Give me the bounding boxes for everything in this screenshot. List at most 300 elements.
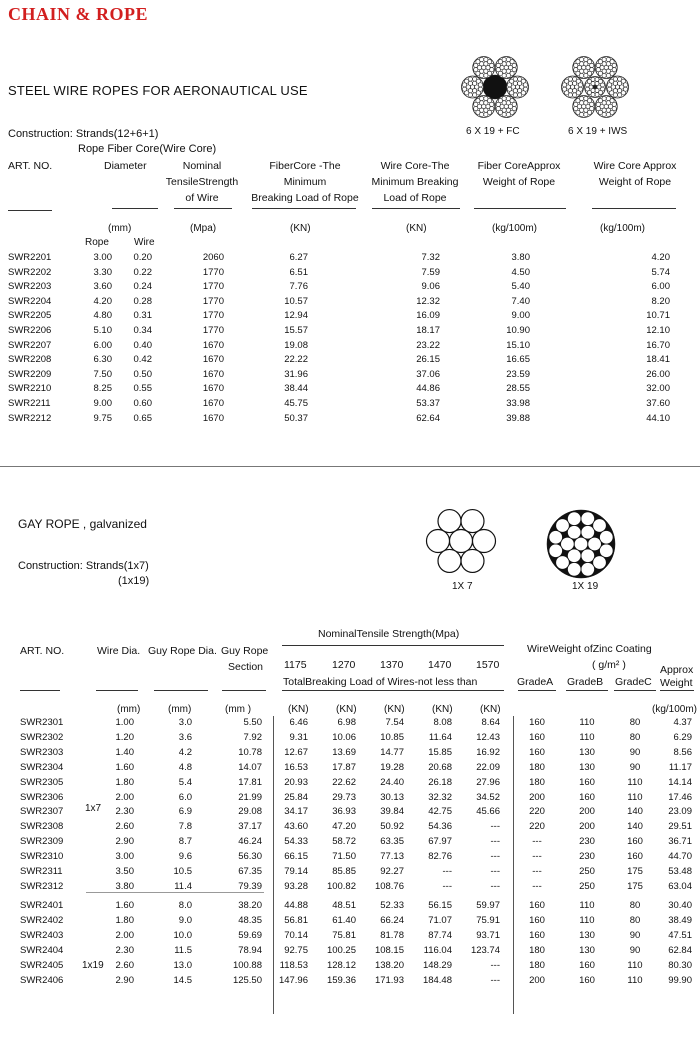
cell-wire-dia: 2.00 [115, 791, 134, 803]
cell-s1470: 116.04 [423, 944, 452, 956]
cell-s1470: 54.36 [428, 821, 452, 833]
cell-rope-dia: 7.8 [178, 821, 192, 833]
cell-s1470: 26.18 [428, 776, 452, 788]
cell-grade-a: 160 [529, 717, 545, 728]
cell-nominal: 1670 [202, 339, 224, 351]
section1-title: STEEL WIRE ROPES FOR AERONAUTICAL USE [8, 83, 308, 98]
table-row [0, 324, 700, 338]
cell-fiber: 7.76 [289, 281, 308, 293]
cell-art: SWR2306 [20, 791, 64, 803]
table-row [0, 339, 700, 353]
cell-rope-dia: 14.5 [173, 974, 192, 986]
cell-approx-weight: 6.29 [673, 731, 692, 743]
wire [599, 530, 613, 544]
cell-nominal: 1770 [202, 295, 224, 307]
rope-1x19-diagram [545, 508, 617, 580]
cell-approx-weight: 4.37 [673, 717, 692, 728]
cell-rope: 6.30 [93, 354, 112, 366]
s1-header-diameter: Diameter [104, 160, 147, 172]
cell-s1370: 14.77 [380, 746, 404, 758]
cell-grade-b: 160 [579, 791, 595, 803]
diagram-label-fc: 6 X 19 + FC [466, 126, 520, 137]
wire [581, 562, 595, 576]
wire [601, 83, 605, 87]
cell-fiber: 45.75 [284, 398, 308, 409]
cell-s1370: 138.20 [374, 959, 404, 971]
cell-wire-weight: 16.70 [646, 339, 670, 351]
cell-section: 56.30 [238, 851, 262, 863]
cell-nominal: 1670 [202, 383, 224, 395]
cell-section: 125.50 [232, 974, 262, 986]
s2-header-zinc: WireWeight ofZinc Coating [527, 643, 652, 655]
kn-unit: (KN) [336, 704, 357, 715]
cell-wire-dia: 1.60 [115, 761, 134, 773]
cell-art: SWR2311 [20, 866, 63, 877]
s1-header-fw-1: Fiber CoreApprox [477, 160, 561, 172]
cell-section: 5.50 [243, 717, 262, 728]
cell-grade-a: 200 [529, 974, 545, 986]
cell-s1175: 20.93 [284, 776, 308, 788]
cell-art: SWR2302 [20, 731, 64, 743]
cell-wire: 0.34 [133, 325, 152, 336]
cell-fiber: 12.94 [284, 310, 308, 322]
s2-header-section-2: Section [228, 661, 264, 673]
wire [461, 549, 484, 572]
cell-s1570: 123.74 [470, 944, 500, 956]
cell-approx-weight: 29.51 [668, 821, 692, 833]
cell-s1570: 22.09 [476, 761, 500, 773]
cell-grade-b: 110 [579, 900, 595, 911]
cell-approx-weight: 17.46 [668, 791, 692, 803]
cell-grade-c: 110 [627, 791, 643, 803]
s1-header-nominal-2: TensileStrength [165, 176, 239, 188]
cell-wire: 0.42 [133, 354, 152, 366]
cell-s1570: 45.66 [476, 806, 500, 818]
wire [479, 96, 483, 100]
wire [606, 112, 610, 116]
cell-grade-b: 230 [579, 851, 595, 863]
s2-header-wire-dia: Wire Dia. [97, 645, 141, 657]
wire [590, 102, 594, 106]
cell-art: SWR2203 [8, 281, 52, 293]
cell-s1270: 61.40 [332, 914, 356, 926]
wire [468, 77, 472, 81]
diagram-label-iws: 6 X 19 + IWS [568, 126, 628, 137]
diagram-label-1x7: 1X 7 [452, 581, 473, 592]
cell-grade-a: 160 [529, 731, 545, 743]
cell-s1175: 56.81 [284, 914, 308, 926]
wire [581, 512, 595, 526]
wire [573, 93, 577, 97]
wire [567, 549, 581, 563]
table-row [0, 899, 700, 913]
cell-rope-dia: 6.0 [178, 791, 192, 803]
cell-approx-weight: 62.84 [668, 944, 692, 956]
wire [502, 57, 506, 61]
cell-approx-weight: 53.48 [668, 866, 692, 877]
wire [602, 96, 606, 100]
wire [462, 87, 466, 91]
cell-grade-a: --- [532, 880, 542, 892]
cell-approx-weight: 99.90 [668, 974, 692, 986]
cell-rope-dia: 10.5 [173, 866, 192, 877]
cell-s1175: 25.84 [284, 791, 308, 803]
cell-rope: 6.00 [93, 339, 112, 351]
cell-art: SWR2404 [20, 944, 64, 956]
cell-grade-c: 110 [627, 974, 643, 986]
cell-fiber-weight: 7.40 [511, 295, 530, 307]
cell-s1175: 79.14 [284, 866, 308, 877]
cell-wire-dia: 2.90 [115, 974, 134, 986]
wire [591, 77, 595, 81]
cell-s1370: 171.93 [374, 974, 404, 986]
cell-grade-b: 200 [579, 806, 595, 818]
cell-grade-c: 90 [629, 929, 641, 941]
cell-fiber: 19.08 [284, 339, 308, 351]
cell-rope: 3.60 [93, 281, 112, 293]
cell-grade-c: 175 [627, 866, 643, 877]
cell-rope: 3.00 [93, 252, 112, 263]
wire [556, 519, 570, 533]
cell-s1470: 32.32 [428, 791, 452, 803]
cell-grade-c: 160 [627, 836, 643, 848]
cell-s1370: 24.40 [380, 776, 404, 788]
group-label-1x7: 1x7 [85, 803, 102, 814]
cell-wirecore: 62.64 [416, 412, 440, 424]
section-divider [0, 466, 700, 467]
strength-header: 1270 [332, 659, 356, 671]
cell-art: SWR2204 [8, 295, 52, 307]
cell-section: 29.08 [238, 806, 262, 818]
cell-wirecore: 9.06 [421, 281, 440, 293]
cell-grade-b: 160 [579, 776, 595, 788]
cell-art: SWR2405 [20, 959, 64, 971]
cell-s1270: 36.93 [332, 806, 356, 818]
wire [506, 73, 510, 77]
wire [427, 530, 450, 553]
cell-s1470: 67.97 [428, 836, 452, 848]
cell-art: SWR2201 [8, 252, 52, 263]
cell-art: SWR2309 [20, 836, 64, 848]
section1-core-line: Rope Fiber Core(Wire Core) [78, 143, 217, 155]
cell-wirecore: 23.22 [416, 339, 440, 351]
cell-s1470: 87.74 [428, 929, 452, 941]
cell-fiber: 6.51 [289, 266, 308, 278]
s2-header-grade-c: GradeC [615, 676, 652, 688]
wire [518, 93, 522, 97]
cell-fiber-weight: 23.59 [506, 368, 530, 380]
cell-rope: 9.75 [93, 412, 112, 424]
cell-nominal: 2060 [202, 252, 224, 263]
cell-section: 78.94 [238, 944, 262, 956]
cell-section: 38.20 [238, 900, 262, 911]
s1-unit-mm: (mm) [108, 223, 132, 234]
cell-rope-dia: 9.0 [178, 914, 192, 926]
cell-rope-dia: 11.5 [174, 944, 192, 956]
wire [490, 102, 494, 106]
strength-header: 1175 [284, 659, 307, 671]
cell-s1370: 77.13 [380, 851, 404, 863]
table-row [0, 716, 700, 730]
wire [502, 96, 506, 100]
cell-wirecore: 12.32 [416, 295, 440, 307]
cell-art: SWR2307 [20, 806, 64, 818]
s2-unit-rope: (mm) [168, 704, 192, 715]
cell-s1370: 30.13 [380, 791, 404, 803]
strength-header: 1370 [380, 659, 404, 671]
table-row [0, 412, 700, 426]
s1-unit-kg2: (kg/100m) [600, 223, 646, 234]
s1-header-fiber-3: Breaking Load of Rope [251, 192, 359, 204]
cell-wire-dia: 1.60 [115, 900, 134, 911]
wire [484, 112, 488, 116]
cell-grade-c: 80 [629, 717, 641, 728]
cell-rope-dia: 6.9 [178, 806, 192, 818]
section1-construction: Construction: Strands(12+6+1) [8, 128, 159, 140]
cell-fiber: 6.27 [289, 252, 308, 263]
cell-fiber-weight: 33.98 [506, 398, 530, 409]
cell-s1370: 108.76 [374, 880, 404, 892]
cell-fiber-weight: 15.10 [506, 339, 530, 351]
wire [584, 112, 588, 116]
cell-rope-dia: 8.0 [178, 900, 192, 911]
cell-wire-dia: 1.20 [115, 731, 134, 743]
cell-grade-b: 110 [579, 731, 595, 743]
cell-grade-a: 200 [529, 791, 545, 803]
cell-fiber: 22.22 [284, 354, 308, 366]
cell-wire-weight: 37.60 [646, 398, 670, 409]
cell-wire-dia: 2.30 [115, 944, 134, 956]
diagram-label-1x19: 1X 19 [572, 581, 599, 592]
cell-wirecore: 26.15 [416, 354, 440, 366]
cell-s1175: 12.67 [284, 746, 308, 758]
cell-s1570: --- [490, 866, 500, 877]
cell-s1570: --- [490, 851, 500, 863]
cell-wire-dia: 1.40 [115, 746, 134, 758]
cell-art: SWR2206 [8, 325, 52, 336]
cell-wire: 0.24 [133, 281, 152, 293]
cell-s1175: 44.88 [284, 900, 308, 911]
cell-section: 48.35 [238, 914, 262, 926]
cell-art: SWR2202 [8, 266, 52, 278]
s1-header-wire-1: Wire Core-The [380, 160, 450, 172]
cell-s1470: 184.48 [422, 974, 452, 986]
cell-s1470: 15.85 [428, 746, 452, 758]
s2-header-nominal: NominalTensile Strength(Mpa) [318, 628, 460, 640]
cell-s1175: 147.96 [278, 974, 308, 986]
s2-header-gm2: ( g/m² ) [592, 659, 626, 671]
cell-art: SWR2406 [20, 974, 64, 986]
cell-nominal: 1670 [202, 412, 224, 424]
cell-nominal: 1670 [202, 354, 224, 366]
s1-header-wire-2: Minimum Breaking [371, 176, 459, 188]
cell-wire-dia: 3.00 [115, 851, 134, 863]
cell-approx-weight: 80.30 [668, 959, 692, 971]
cell-section: 17.81 [238, 776, 262, 788]
cell-section: 21.99 [238, 791, 262, 803]
cell-grade-b: 130 [579, 929, 595, 941]
cell-s1175: 34.17 [284, 806, 308, 818]
cell-rope: 7.50 [93, 368, 112, 380]
table-row [0, 761, 700, 775]
cell-grade-a: 220 [529, 821, 545, 833]
cell-wire-weight: 10.71 [646, 310, 670, 322]
cell-fiber-weight: 3.80 [511, 252, 530, 263]
cell-grade-b: 130 [579, 761, 595, 773]
cell-s1370: 39.84 [380, 806, 404, 818]
cell-s1470: 11.64 [428, 731, 452, 743]
cell-s1470: 148.29 [422, 959, 452, 971]
cell-s1370: 10.85 [380, 731, 404, 743]
cell-grade-a: --- [532, 866, 542, 877]
wire [556, 556, 570, 570]
kn-unit: (KN) [480, 704, 501, 715]
rope-6x19-iws-diagram [560, 52, 630, 122]
wire [596, 107, 600, 111]
cell-grade-b: 110 [579, 914, 595, 926]
s2-header-grade-b: GradeB [567, 676, 604, 688]
wire [562, 87, 566, 91]
kn-unit: (KN) [432, 704, 453, 715]
table-row [0, 805, 700, 819]
cell-grade-a: 180 [529, 776, 545, 788]
wire [450, 530, 473, 553]
cell-rope-dia: 10.0 [173, 929, 192, 941]
cell-s1270: 159.36 [326, 974, 356, 986]
cell-wire: 0.60 [133, 398, 152, 409]
cell-wire-weight: 12.10 [646, 325, 670, 336]
cell-rope-dia: 5.4 [178, 776, 192, 788]
cell-s1370: 63.35 [380, 836, 404, 848]
cell-s1570: 16.92 [476, 746, 500, 758]
cell-wire-dia: 2.60 [115, 959, 134, 971]
cell-wirecore: 16.09 [416, 310, 440, 322]
cell-s1270: 58.72 [332, 836, 356, 848]
cell-s1175: 16.53 [284, 761, 308, 773]
wire [484, 73, 488, 77]
s1-header-art: ART. NO. [8, 160, 53, 172]
s1-header-fw-2: Weight of Rope [482, 176, 556, 188]
cell-art: SWR2212 [8, 412, 52, 424]
cell-rope: 3.30 [93, 266, 112, 278]
cell-section: 14.07 [238, 761, 262, 773]
cell-approx-weight: 30.40 [668, 900, 692, 911]
cell-wire-dia: 2.30 [115, 806, 134, 818]
cell-rope-dia: 3.0 [178, 717, 192, 728]
cell-s1175: 93.28 [284, 880, 308, 892]
wire [438, 549, 461, 572]
cell-wire: 0.22 [133, 266, 152, 278]
cell-rope-dia: 9.6 [178, 851, 192, 863]
section2-construction: Construction: Strands(1x7) [18, 560, 149, 572]
s1-header-nominal-3: of Wire [185, 192, 219, 204]
cell-rope-dia: 11.4 [174, 880, 192, 892]
cell-s1270: 22.62 [332, 776, 356, 788]
cell-nominal: 1670 [202, 398, 224, 409]
cell-grade-c: 140 [627, 821, 643, 833]
cell-grade-a: 160 [529, 914, 545, 926]
wire [613, 77, 617, 81]
cell-wire-dia: 3.80 [115, 880, 134, 892]
wire [474, 107, 478, 111]
cell-rope-dia: 13.0 [173, 959, 192, 971]
wire [568, 77, 572, 81]
wire [581, 549, 595, 563]
cell-fiber-weight: 16.65 [506, 354, 530, 366]
cell-s1570: 93.71 [476, 929, 500, 941]
section2-construction-2: (1x19) [118, 575, 150, 587]
fiber-core [483, 75, 507, 99]
wire [612, 63, 616, 67]
wire [567, 562, 581, 576]
cell-art: SWR2304 [20, 761, 64, 773]
cell-approx-weight: 14.14 [668, 776, 692, 788]
cell-art: SWR2207 [8, 339, 52, 351]
wire [549, 544, 563, 558]
cell-wirecore: 37.06 [416, 368, 440, 380]
brand-title: CHAIN & ROPE [8, 4, 148, 24]
rope-1x7-diagram [425, 505, 497, 577]
cell-art: SWR2211 [8, 398, 51, 409]
cell-grade-b: 160 [579, 974, 595, 986]
cell-wirecore: 53.37 [416, 398, 440, 409]
wire [578, 83, 582, 87]
wire [567, 512, 581, 526]
cell-s1470: 20.68 [428, 761, 452, 773]
cell-s1570: 75.91 [476, 914, 500, 926]
cell-s1175: 118.53 [279, 959, 308, 971]
cell-approx-weight: 36.71 [668, 836, 692, 848]
cell-wire-weight: 18.41 [646, 354, 670, 366]
wire [602, 57, 606, 61]
wire [599, 544, 613, 558]
cell-grade-c: 80 [629, 900, 641, 911]
wire [474, 68, 478, 72]
cell-wire: 0.50 [133, 368, 152, 380]
cell-nominal: 1770 [202, 266, 224, 278]
wire [506, 112, 510, 116]
table-row [0, 280, 700, 294]
s1-unit-kn1: (KN) [290, 223, 311, 234]
cell-s1470: --- [442, 866, 452, 877]
cell-approx-weight: 23.09 [668, 806, 692, 818]
cell-approx-weight: 11.17 [668, 761, 692, 773]
cell-s1470: 8.08 [433, 717, 452, 728]
wire [574, 68, 578, 72]
cell-grade-b: 130 [579, 746, 595, 758]
wire [512, 102, 516, 106]
wire [579, 57, 583, 61]
wire [490, 63, 494, 67]
wire [596, 68, 600, 72]
cell-grade-a: 180 [529, 944, 545, 956]
s2-header-total: TotalBreaking Load of Wires-not less than [283, 676, 478, 688]
cell-s1175: 43.60 [284, 821, 308, 833]
wire [574, 537, 588, 551]
cell-section: 10.78 [238, 746, 262, 758]
table-row [0, 382, 700, 396]
table-row [0, 959, 700, 973]
s1-header-ww-1: Wire Core Approx [593, 160, 677, 172]
cell-art: SWR2310 [20, 851, 64, 863]
cell-wirecore: 7.59 [421, 266, 440, 278]
cell-grade-c: 110 [627, 776, 643, 788]
wire [595, 93, 599, 97]
s2-unit-wire: (mm) [117, 704, 141, 715]
cell-art: SWR2301 [20, 717, 64, 728]
cell-s1270: 13.69 [332, 746, 356, 758]
cell-rope-dia: 4.2 [178, 746, 192, 758]
